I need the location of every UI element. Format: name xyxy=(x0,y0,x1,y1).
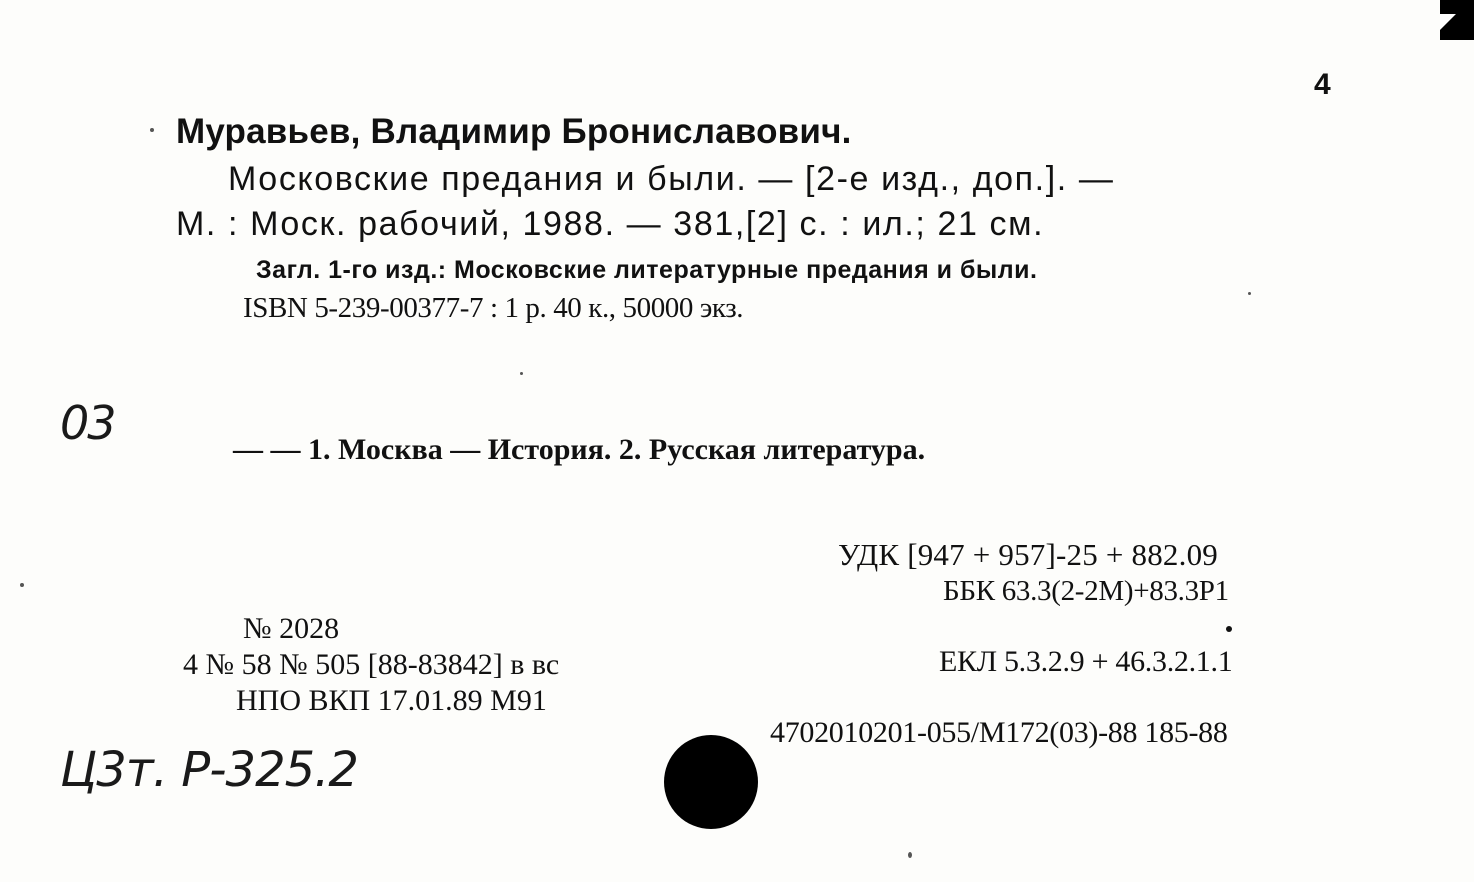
handwritten-code: 03 xyxy=(60,396,115,450)
npo-line: НПО ВКП 17.01.89 М91 xyxy=(236,684,547,717)
card-corner-edge xyxy=(1440,0,1474,14)
punch-hole xyxy=(664,735,758,829)
speck xyxy=(150,128,154,132)
subjects-line: — — 1. Москва — История. 2. Русская литература. xyxy=(233,433,926,466)
card-number: 4 xyxy=(1314,68,1331,101)
speck xyxy=(20,583,24,587)
speck xyxy=(908,852,912,858)
speck xyxy=(1226,626,1232,632)
speck xyxy=(520,372,523,375)
code-line: 4702010201-055/М172(03)-88 185-88 xyxy=(770,716,1228,749)
author-heading: Муравьев, Владимир Брониславович. xyxy=(176,112,852,151)
handwritten-shelfmark: Ц3т. Р-325.2 xyxy=(60,742,358,798)
isbn-line: ISBN 5-239-00377-7 : 1 р. 40 к., 50000 экз. xyxy=(243,292,744,324)
speck xyxy=(1248,292,1251,295)
udk-classification: УДК [947 + 957]-25 + 882.09 xyxy=(838,537,1218,572)
note-line: Загл. 1-го изд.: Московские литературные предания и были. xyxy=(256,256,1038,284)
imprint-line: М. : Моск. рабочий, 1988. — 381,[2] с. : ил.; 21 см. xyxy=(176,205,1045,243)
order-line: 4 № 58 № 505 [88-83842] в вс xyxy=(183,648,560,681)
title-line: Московские предания и были. — [2-е изд., доп.]. — xyxy=(228,160,1115,198)
order-number: № 2028 xyxy=(243,612,340,645)
ekl-classification: ЕКЛ 5.3.2.9 + 46.3.2.1.1 xyxy=(939,645,1233,678)
bbk-classification: ББК 63.3(2-2М)+83.3Р1 xyxy=(943,575,1229,607)
